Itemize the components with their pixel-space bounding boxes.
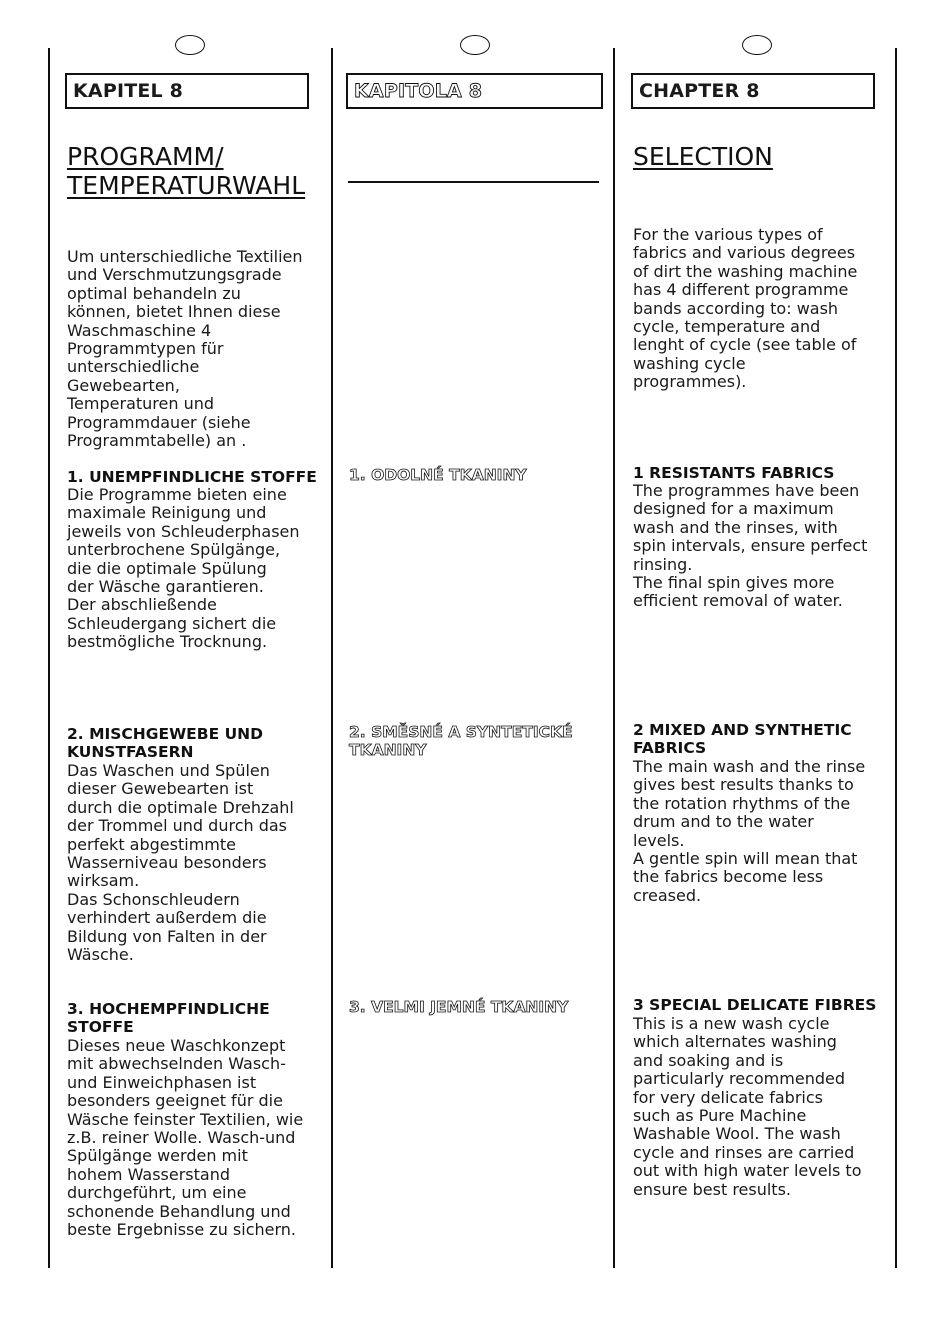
- subsection-3-body-de: Dieses neue Waschkonzept mit abwechselnden Wasch- und Einweichphasen ist besonders geeignet für die Wäsche feinster Textilien, wie z.B. reiner Wolle. Wasch-und Spülgänge werden mit hohem Wasserstand durchgeführt, um eine schonende Behandlung und beste Ergebnisse zu sichern.: [67, 1036, 304, 1240]
- section-title-de: PROGRAMM/ TEMPERATURWAHL: [67, 142, 306, 200]
- subsection-2-heading-cz: 2. SMĚSNÉ A SYNTETICKÉ TKANINY: [349, 723, 573, 760]
- chapter-heading-de: KAPITEL 8: [65, 73, 309, 109]
- chapter-heading-cz-label: KAPITOLA 8: [354, 80, 483, 102]
- intro-text-de: Um unterschiedliche Textilien und Verschmutzungsgrade optimal behandeln zu können, bietet Ihnen diese Waschmaschine 4 Programmtypen für unterschiedliche Gewebearten, Temperaturen und Programmdauer (siehe Programmtabelle) an .: [67, 247, 303, 451]
- subsection-1-heading-en: 1 RESISTANTS FABRICS: [633, 464, 835, 482]
- subsection-3-body-en: This is a new wash cycle which alternates washing and soaking and is particularly recommended for very delicate fabrics such as Pure Machine Washable Wool. The wash cycle and rinses are carried out with high water levels to ensure best results.: [633, 1014, 862, 1199]
- language-flag-de-icon: [175, 35, 205, 55]
- subsection-1-heading-cz: 1. ODOLNÉ TKANINY: [349, 466, 527, 484]
- subsection-1-heading-de: 1. UNEMPFINDLICHE STOFFE: [67, 468, 317, 486]
- subsection-1-body-de: Die Programme bieten eine maximale Reinigung und jeweils von Schleuderphasen unterbrochene Spülgänge, die die optimale Spülung der Wäsche garantieren. Der abschließende Schleudergang sichert die bestmögliche Trocknung.: [67, 485, 300, 652]
- subsection-3-heading-cz: 3. VELMI JEMNÉ TKANINY: [349, 998, 569, 1016]
- language-flag-en-icon: [742, 35, 772, 55]
- subsection-1-body-en: The programmes have been designed for a maximum wash and the rinses, with spin intervals, ensure perfect rinsing. The final spin gives more efficient removal of water.: [633, 481, 868, 611]
- subsection-2-heading-en: 2 MIXED AND SYNTHETIC FABRICS: [633, 721, 852, 758]
- column-divider-1: [331, 48, 333, 1268]
- subsection-2-body-de: Das Waschen und Spülen dieser Gewebearten ist durch die optimale Drehzahl der Trommel und durch das perfekt abgestimmte Wasserniveau besonders wirksam. Das Schonschleudern verhindert außerdem die Bildung von Falten in der Wäsche.: [67, 761, 294, 965]
- subsection-2-heading-de: 2. MISCHGEWEBE UND KUNSTFASERN: [67, 725, 263, 762]
- column-divider-right: [895, 48, 897, 1268]
- chapter-heading-cz: [346, 73, 603, 109]
- intro-text-en: For the various types of fabrics and various degrees of dirt the washing machine has 4 different programme bands according to: wash cycle, temperature and lenght of cycle (see table of washing cycle programmes).: [633, 225, 858, 392]
- language-flag-cz-icon: [460, 35, 490, 55]
- title-placeholder-rule-cz: [348, 181, 599, 183]
- subsection-2-body-en: The main wash and the rinse gives best results thanks to the rotation rhythms of the drum and to the water levels. A gentle spin will mean that the fabrics become less creased.: [633, 757, 866, 905]
- chapter-heading-en: CHAPTER 8: [631, 73, 875, 109]
- subsection-3-heading-de: 3. HOCHEMPFINDLICHE STOFFE: [67, 1000, 270, 1037]
- subsection-3-heading-en: 3 SPECIAL DELICATE FIBRES: [633, 996, 877, 1014]
- column-divider-left: [48, 48, 50, 1268]
- column-divider-2: [613, 48, 615, 1268]
- section-title-en: SELECTION: [633, 142, 773, 171]
